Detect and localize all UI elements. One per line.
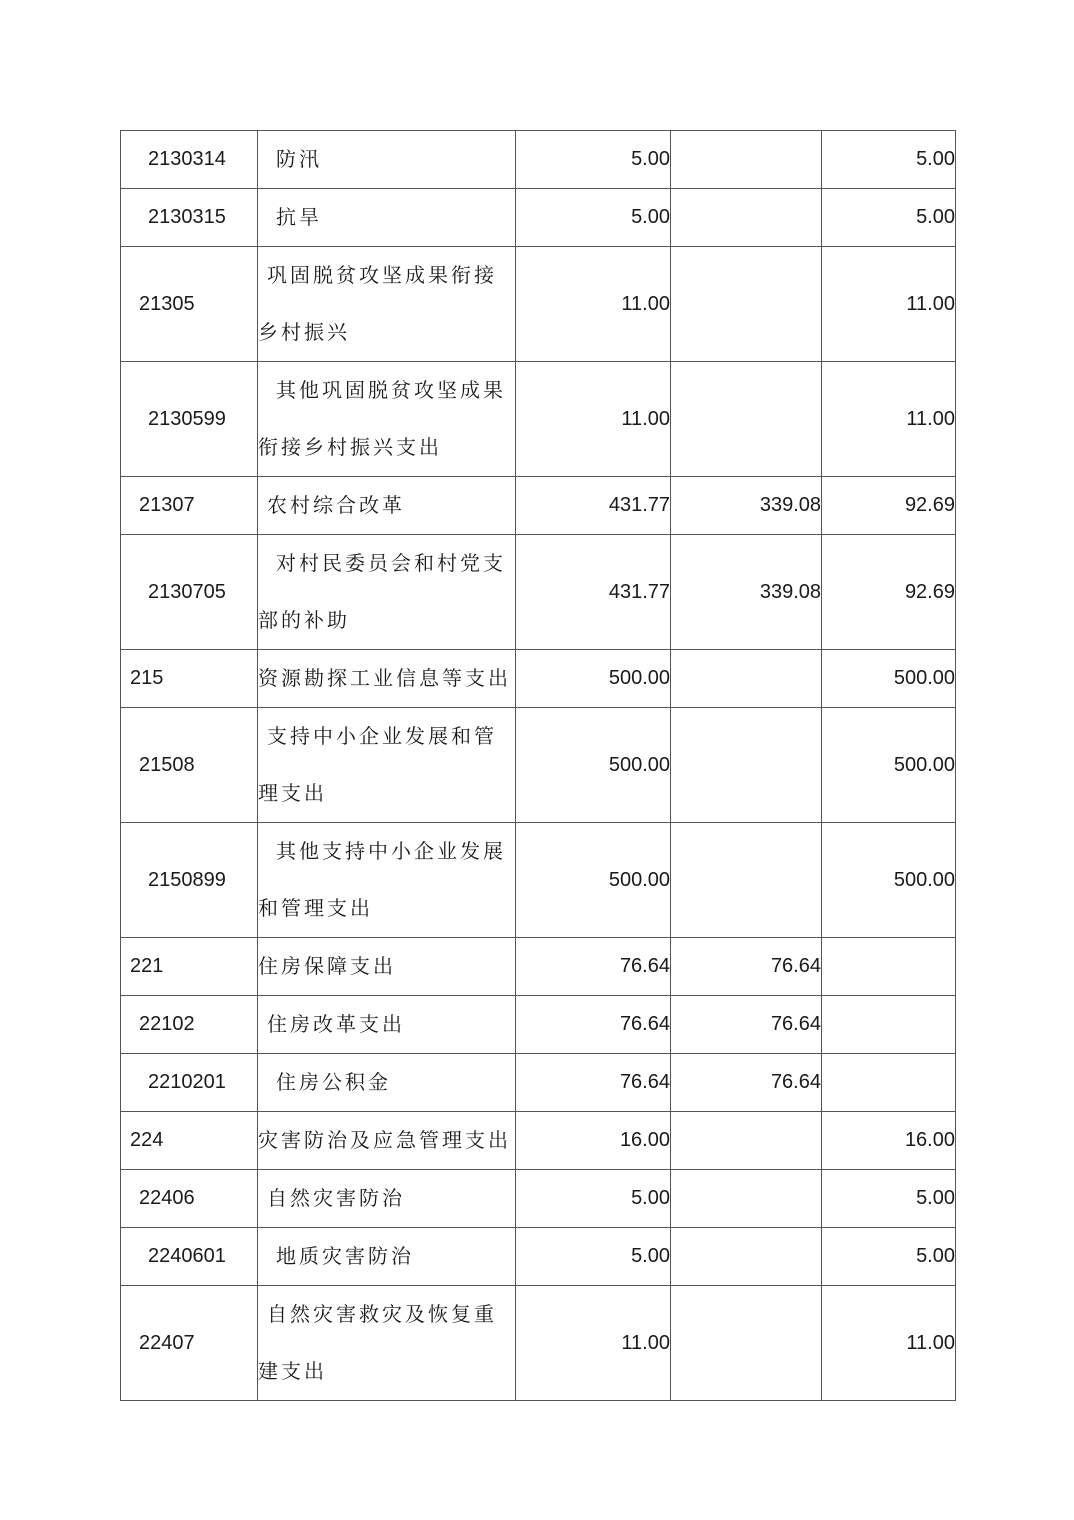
table-row xyxy=(121,362,956,477)
project-expenditure-cell: 11.00 xyxy=(822,362,956,477)
table-row xyxy=(121,189,956,247)
total-amount-cell: 500.00 xyxy=(516,823,671,938)
project-expenditure-cell: 11.00 xyxy=(822,1286,956,1401)
table-row xyxy=(121,823,956,938)
subject-name-cell: 农村综合改革 xyxy=(258,477,516,535)
basic-expenditure-cell xyxy=(671,1112,822,1170)
subject-code-cell: 2150899 xyxy=(121,823,258,938)
subject-name-cell: 对村民委员会和村党支部的补助 xyxy=(258,535,516,650)
basic-expenditure-cell xyxy=(671,823,822,938)
basic-expenditure-cell xyxy=(671,650,822,708)
subject-name-cell: 支持中小企业发展和管理支出 xyxy=(258,708,516,823)
subject-code-cell: 2210201 xyxy=(121,1054,258,1112)
total-amount-cell: 76.64 xyxy=(516,996,671,1054)
table-row xyxy=(121,1228,956,1286)
table-row xyxy=(121,938,956,996)
total-amount-cell: 11.00 xyxy=(516,1286,671,1401)
subject-name-cell: 其他巩固脱贫攻坚成果衔接乡村振兴支出 xyxy=(258,362,516,477)
table-row xyxy=(121,1170,956,1228)
subject-code-cell: 221 xyxy=(121,938,258,996)
subject-name-cell: 住房保障支出 xyxy=(258,938,516,996)
budget-table xyxy=(120,130,956,1401)
subject-code-cell: 2130314 xyxy=(121,131,258,189)
subject-code-cell: 2130599 xyxy=(121,362,258,477)
project-expenditure-cell: 5.00 xyxy=(822,131,956,189)
subject-code-cell: 21508 xyxy=(121,708,258,823)
total-amount-cell: 5.00 xyxy=(516,1228,671,1286)
subject-name-cell: 抗旱 xyxy=(258,189,516,247)
subject-name-cell: 其他支持中小企业发展和管理支出 xyxy=(258,823,516,938)
table-row xyxy=(121,1112,956,1170)
subject-code-cell: 22102 xyxy=(121,996,258,1054)
basic-expenditure-cell xyxy=(671,1170,822,1228)
subject-name-cell: 资源勘探工业信息等支出 xyxy=(258,650,516,708)
basic-expenditure-cell xyxy=(671,708,822,823)
subject-code-cell: 21307 xyxy=(121,477,258,535)
budget-table-body xyxy=(121,131,956,1401)
subject-code-cell: 22406 xyxy=(121,1170,258,1228)
subject-name-cell: 自然灾害救灾及恢复重建支出 xyxy=(258,1286,516,1401)
subject-name-cell: 地质灾害防治 xyxy=(258,1228,516,1286)
project-expenditure-cell xyxy=(822,996,956,1054)
basic-expenditure-cell xyxy=(671,131,822,189)
table-row xyxy=(121,1286,956,1401)
subject-code-cell: 2240601 xyxy=(121,1228,258,1286)
table-row xyxy=(121,996,956,1054)
total-amount-cell: 431.77 xyxy=(516,535,671,650)
table-row xyxy=(121,247,956,362)
total-amount-cell: 5.00 xyxy=(516,189,671,247)
table-row xyxy=(121,650,956,708)
table-row xyxy=(121,708,956,823)
total-amount-cell: 76.64 xyxy=(516,938,671,996)
basic-expenditure-cell: 76.64 xyxy=(671,1054,822,1112)
project-expenditure-cell: 16.00 xyxy=(822,1112,956,1170)
table-row xyxy=(121,535,956,650)
table-row xyxy=(121,131,956,189)
total-amount-cell: 76.64 xyxy=(516,1054,671,1112)
subject-code-cell: 2130315 xyxy=(121,189,258,247)
table-row xyxy=(121,477,956,535)
subject-code-cell: 22407 xyxy=(121,1286,258,1401)
project-expenditure-cell: 500.00 xyxy=(822,650,956,708)
basic-expenditure-cell: 339.08 xyxy=(671,477,822,535)
project-expenditure-cell: 11.00 xyxy=(822,247,956,362)
project-expenditure-cell: 5.00 xyxy=(822,189,956,247)
basic-expenditure-cell: 76.64 xyxy=(671,996,822,1054)
basic-expenditure-cell xyxy=(671,189,822,247)
project-expenditure-cell: 92.69 xyxy=(822,535,956,650)
project-expenditure-cell: 500.00 xyxy=(822,708,956,823)
subject-code-cell: 21305 xyxy=(121,247,258,362)
basic-expenditure-cell xyxy=(671,1228,822,1286)
project-expenditure-cell: 5.00 xyxy=(822,1170,956,1228)
basic-expenditure-cell xyxy=(671,247,822,362)
total-amount-cell: 500.00 xyxy=(516,650,671,708)
subject-name-cell: 巩固脱贫攻坚成果衔接乡村振兴 xyxy=(258,247,516,362)
basic-expenditure-cell xyxy=(671,362,822,477)
project-expenditure-cell: 92.69 xyxy=(822,477,956,535)
project-expenditure-cell: 500.00 xyxy=(822,823,956,938)
total-amount-cell: 5.00 xyxy=(516,131,671,189)
basic-expenditure-cell: 339.08 xyxy=(671,535,822,650)
total-amount-cell: 431.77 xyxy=(516,477,671,535)
total-amount-cell: 5.00 xyxy=(516,1170,671,1228)
total-amount-cell: 11.00 xyxy=(516,362,671,477)
basic-expenditure-cell xyxy=(671,1286,822,1401)
table-row xyxy=(121,1054,956,1112)
subject-code-cell: 224 xyxy=(121,1112,258,1170)
project-expenditure-cell xyxy=(822,938,956,996)
subject-name-cell: 灾害防治及应急管理支出 xyxy=(258,1112,516,1170)
total-amount-cell: 16.00 xyxy=(516,1112,671,1170)
subject-name-cell: 自然灾害防治 xyxy=(258,1170,516,1228)
subject-code-cell: 215 xyxy=(121,650,258,708)
project-expenditure-cell xyxy=(822,1054,956,1112)
total-amount-cell: 500.00 xyxy=(516,708,671,823)
project-expenditure-cell: 5.00 xyxy=(822,1228,956,1286)
subject-name-cell: 住房公积金 xyxy=(258,1054,516,1112)
subject-name-cell: 防汛 xyxy=(258,131,516,189)
subject-name-cell: 住房改革支出 xyxy=(258,996,516,1054)
subject-code-cell: 2130705 xyxy=(121,535,258,650)
total-amount-cell: 11.00 xyxy=(516,247,671,362)
basic-expenditure-cell: 76.64 xyxy=(671,938,822,996)
